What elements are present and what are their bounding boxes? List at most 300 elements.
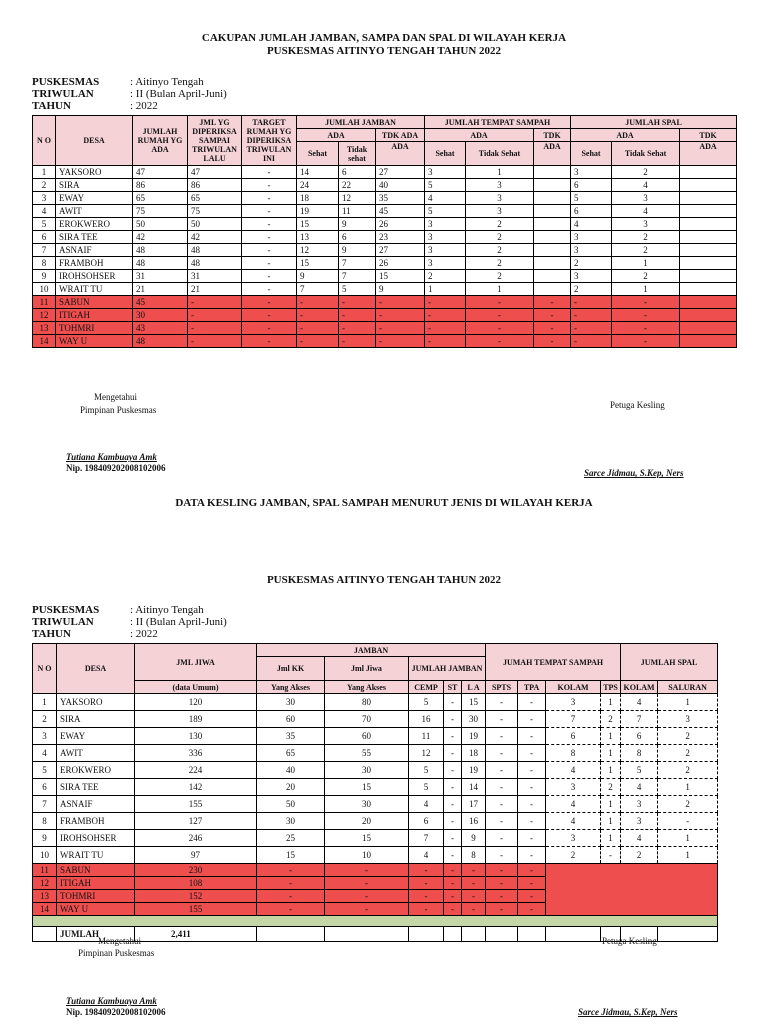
table-row — [33, 694, 718, 711]
table-cell — [534, 179, 571, 192]
table-cell: 155 — [135, 903, 257, 916]
table-cell: 3 — [466, 179, 534, 192]
report2-sign-left1: Mengetahui — [98, 936, 141, 946]
table-cell — [680, 335, 737, 348]
table-cell: 5 — [33, 218, 56, 231]
table-cell: 31 — [133, 270, 188, 283]
table-cell: - — [297, 335, 339, 348]
report2-table-body — [33, 694, 718, 942]
table-cell: 27 — [376, 166, 425, 179]
table-cell: 1 — [601, 813, 621, 830]
table-row — [33, 728, 718, 745]
table-cell: - — [601, 847, 621, 864]
table-cell: - — [462, 877, 486, 890]
report1-table-body — [33, 166, 737, 348]
report1-table — [32, 115, 737, 348]
table-cell: 230 — [135, 864, 257, 877]
table-cell: 2 — [33, 711, 57, 728]
table-cell: - — [242, 335, 297, 348]
table-cell: 13 — [297, 231, 339, 244]
col2-yang-akses2: Yang Akses — [325, 681, 409, 694]
table-cell: 12 — [297, 244, 339, 257]
table-row — [33, 830, 718, 847]
table-cell — [33, 927, 57, 942]
table-cell: 25 — [257, 830, 325, 847]
table-cell: 4 — [546, 762, 601, 779]
table-cell: - — [188, 322, 242, 335]
report1-signer-name: Tutiana Kambuaya Amk — [66, 452, 157, 462]
table-cell: 8 — [621, 745, 658, 762]
table-cell — [444, 927, 462, 942]
table-cell: 1 — [601, 728, 621, 745]
table-cell: 2 — [466, 244, 534, 257]
table-cell: 48 — [133, 257, 188, 270]
table-cell: - — [534, 296, 571, 309]
report2-meta-triwulan: TRIWULAN : II (Bulan April-Juni) — [32, 616, 227, 628]
table-cell: - — [486, 728, 518, 745]
report2-subtitle: PUSKESMAS AITINYO TENGAH TAHUN 2022 — [266, 574, 502, 586]
table-cell: 86 — [133, 179, 188, 192]
table-cell: 11 — [339, 205, 376, 218]
table-cell: - — [242, 257, 297, 270]
table-cell: 19 — [462, 762, 486, 779]
table-cell: - — [325, 890, 409, 903]
table-cell: 7 — [339, 257, 376, 270]
col-jumlah-spal: JUMLAH SPAL — [571, 116, 737, 129]
table-cell: - — [444, 745, 462, 762]
report1-kesling-name: Sarce Jidmau, S.Kep, Ners — [584, 468, 684, 478]
table-cell: 30 — [325, 796, 409, 813]
table-cell: - — [409, 903, 444, 916]
col2-desa: DESA — [57, 644, 135, 694]
table-cell: 4 — [409, 847, 444, 864]
table-cell: WRAIT TU — [56, 283, 133, 296]
report1-meta-tahun: TAHUN : 2022 — [32, 100, 158, 112]
table-cell: 30 — [133, 309, 188, 322]
table-cell: 65 — [133, 192, 188, 205]
table-row — [33, 796, 718, 813]
table-cell — [534, 205, 571, 218]
table-cell: 7 — [33, 796, 57, 813]
table-cell: 18 — [297, 192, 339, 205]
table-cell: 4 — [33, 745, 57, 762]
table-cell — [680, 309, 737, 322]
table-cell: 97 — [135, 847, 257, 864]
table-cell: 11 — [409, 728, 444, 745]
col-sampah-tdk: TDK — [534, 129, 571, 142]
table-cell: SIRA TEE — [56, 231, 133, 244]
table-cell: 7 — [546, 711, 601, 728]
table-cell: - — [518, 745, 546, 762]
table-cell: 26 — [376, 257, 425, 270]
table-cell: - — [444, 711, 462, 728]
table-cell: - — [297, 296, 339, 309]
table-row — [33, 309, 737, 322]
table-cell: - — [297, 322, 339, 335]
table-cell: 3 — [571, 270, 612, 283]
col2-saluran: SALURAN — [658, 681, 718, 694]
table-cell: 50 — [257, 796, 325, 813]
table-cell: 30 — [325, 762, 409, 779]
table-cell: 12 — [339, 192, 376, 205]
table-cell: 4 — [612, 179, 680, 192]
table-cell: 3 — [425, 257, 466, 270]
col-sampah-sehat: Sehat — [425, 142, 466, 166]
table-cell: - — [242, 296, 297, 309]
col2-jml-jiwa2: Jml Jiwa — [325, 657, 409, 681]
table-cell: - — [444, 864, 462, 877]
table-cell: - — [325, 877, 409, 890]
table-cell: 4 — [571, 218, 612, 231]
col-jml-diperiksa: JML YG DIPERIKSA SAMPAI TRIWULAN LALU — [188, 116, 242, 166]
table-cell: - — [376, 322, 425, 335]
table-cell: 1 — [658, 694, 718, 711]
table-cell: - — [658, 813, 718, 830]
table-cell: 2 — [466, 218, 534, 231]
table-cell: - — [486, 890, 518, 903]
table-cell: 5 — [339, 283, 376, 296]
table-cell: - — [242, 270, 297, 283]
table-cell: - — [534, 322, 571, 335]
table-cell: - — [462, 864, 486, 877]
col-jamban-ada: ADA — [297, 129, 376, 142]
col2-jumlah-jamban: JUMLAH JAMBAN — [409, 657, 486, 681]
table-cell: - — [518, 728, 546, 745]
table-cell: 48 — [188, 244, 242, 257]
table-cell: - — [242, 309, 297, 322]
table-cell: - — [242, 283, 297, 296]
table-cell: 3 — [546, 694, 601, 711]
table-cell: - — [571, 322, 612, 335]
table-cell: - — [339, 335, 376, 348]
table-cell: 1 — [601, 830, 621, 847]
table-cell: - — [425, 296, 466, 309]
table-cell: 4 — [546, 813, 601, 830]
table-cell: 120 — [135, 694, 257, 711]
table-row — [33, 231, 737, 244]
table-cell: - — [518, 877, 546, 890]
table-cell: - — [486, 877, 518, 890]
table-cell: - — [444, 813, 462, 830]
table-cell: 9 — [339, 218, 376, 231]
table-cell: 5 — [33, 762, 57, 779]
table-cell: 2 — [612, 244, 680, 257]
table-cell: 1 — [33, 166, 56, 179]
table-cell: 5 — [409, 694, 444, 711]
table-cell: 17 — [462, 796, 486, 813]
table-cell: 6 — [339, 166, 376, 179]
table-cell: 6 — [33, 779, 57, 796]
total-label: JUMLAH — [57, 927, 135, 942]
table-cell: ITIGAH — [56, 309, 133, 322]
table-cell — [680, 283, 737, 296]
table-row — [33, 257, 737, 270]
table-cell — [546, 927, 601, 942]
table-row — [33, 745, 718, 762]
table-cell: 60 — [325, 728, 409, 745]
table-cell: 45 — [133, 296, 188, 309]
report2-title: DATA KESLING JAMBAN, SPAL SAMPAH MENURUT JENIS DI WILAYAH KERJA — [175, 497, 593, 509]
col2-st: ST — [444, 681, 462, 694]
table-cell — [680, 257, 737, 270]
table-cell: 16 — [462, 813, 486, 830]
table-cell: - — [339, 309, 376, 322]
table-cell: - — [339, 322, 376, 335]
table-cell: 55 — [325, 745, 409, 762]
table-cell: - — [425, 335, 466, 348]
table-cell: 10 — [325, 847, 409, 864]
table-cell: 127 — [135, 813, 257, 830]
table-row — [33, 322, 737, 335]
table-row — [33, 179, 737, 192]
table-cell: 2 — [621, 847, 658, 864]
table-cell: - — [518, 813, 546, 830]
table-cell — [680, 166, 737, 179]
table-cell: - — [409, 864, 444, 877]
table-cell: 2 — [658, 728, 718, 745]
table-cell: 6 — [621, 728, 658, 745]
table-cell: WAY U — [57, 903, 135, 916]
table-cell: - — [257, 890, 325, 903]
table-cell: 15 — [462, 694, 486, 711]
table-cell: 48 — [133, 335, 188, 348]
table-cell: 1 — [601, 762, 621, 779]
table-cell: 3 — [612, 218, 680, 231]
table-cell: 35 — [376, 192, 425, 205]
table-cell: 19 — [297, 205, 339, 218]
table-cell: TOHMRI — [57, 890, 135, 903]
table-cell: 2 — [601, 779, 621, 796]
table-row — [33, 244, 737, 257]
table-cell: 26 — [376, 218, 425, 231]
spacer-cell — [33, 916, 718, 927]
table-cell: - — [462, 903, 486, 916]
table-cell: - — [571, 309, 612, 322]
col-jamban-tdk-ada: TDK ADA — [376, 129, 425, 142]
table-cell: 336 — [135, 745, 257, 762]
table-cell: 21 — [133, 283, 188, 296]
table-cell: 35 — [257, 728, 325, 745]
table-cell — [534, 231, 571, 244]
table-cell — [680, 296, 737, 309]
table-cell: - — [486, 813, 518, 830]
report1-sign-left1: Mengetahui — [94, 392, 137, 402]
table-cell: 11 — [33, 296, 56, 309]
table-cell: 19 — [462, 728, 486, 745]
table-cell: 47 — [133, 166, 188, 179]
table-cell: 9 — [462, 830, 486, 847]
table-cell: WRAIT TU — [57, 847, 135, 864]
table-cell: 6 — [571, 205, 612, 218]
table-cell — [534, 257, 571, 270]
col-jamban-tidak-sehat: Tidak sehat — [339, 142, 376, 166]
table-cell: 40 — [376, 179, 425, 192]
table-cell: - — [518, 762, 546, 779]
table-cell: 189 — [135, 711, 257, 728]
table-row — [33, 335, 737, 348]
table-cell: 9 — [297, 270, 339, 283]
table-cell: - — [518, 890, 546, 903]
table-cell: 1 — [33, 694, 57, 711]
table-cell: - — [444, 877, 462, 890]
table-row — [33, 711, 718, 728]
table-cell: 5 — [425, 179, 466, 192]
table-cell — [534, 192, 571, 205]
table-cell: - — [486, 762, 518, 779]
table-cell: SIRA TEE — [57, 779, 135, 796]
table-cell: 5 — [621, 762, 658, 779]
table-cell: - — [571, 335, 612, 348]
table-cell: - — [339, 296, 376, 309]
col-jamban-sehat: Sehat — [297, 142, 339, 166]
table-cell: 10 — [33, 283, 56, 296]
table-cell: - — [571, 296, 612, 309]
col2-spts: SPTS — [486, 681, 518, 694]
table-cell: - — [612, 296, 680, 309]
table-cell: SABUN — [57, 864, 135, 877]
col-spal-tidak-sehat: Tidak Sehat — [612, 142, 680, 166]
table-cell: 12 — [33, 877, 57, 890]
table-cell: - — [466, 322, 534, 335]
table-cell: 5 — [409, 762, 444, 779]
table-cell: 1 — [601, 796, 621, 813]
table-cell: - — [325, 864, 409, 877]
spacer-row — [33, 916, 718, 927]
table-cell: 3 — [571, 166, 612, 179]
table-cell — [680, 270, 737, 283]
table-cell: 7 — [33, 244, 56, 257]
table-cell: - — [444, 890, 462, 903]
table-cell: 31 — [188, 270, 242, 283]
table-cell — [257, 927, 325, 942]
table-cell: FRAMBOH — [57, 813, 135, 830]
table-cell: 14 — [33, 903, 57, 916]
table-cell: 15 — [325, 779, 409, 796]
table-cell: 2 — [466, 270, 534, 283]
table-row — [33, 270, 737, 283]
table-cell: 27 — [376, 244, 425, 257]
table-cell: - — [466, 296, 534, 309]
table-row — [33, 296, 737, 309]
table-cell: - — [462, 890, 486, 903]
table-cell: - — [257, 864, 325, 877]
report2-signer-name: Tutiana Kambuaya Amk — [66, 996, 157, 1006]
table-cell: - — [518, 796, 546, 813]
table-cell: SIRA — [56, 179, 133, 192]
table-cell: 9 — [33, 830, 57, 847]
table-cell: 152 — [135, 890, 257, 903]
table-cell: - — [534, 335, 571, 348]
col-jumlah-sampah: JUMLAH TEMPAT SAMPAH — [425, 116, 571, 129]
col2-tpa: TPA — [518, 681, 546, 694]
table-cell: - — [444, 903, 462, 916]
table-cell: 4 — [612, 205, 680, 218]
table-cell: 3 — [612, 192, 680, 205]
col2-spal: JUMLAH SPAL — [621, 644, 718, 681]
table-cell: - — [188, 296, 242, 309]
col2-jml-jiwa: JML JIWA — [135, 644, 257, 681]
table-cell: - — [242, 205, 297, 218]
table-cell: 75 — [188, 205, 242, 218]
table-cell: - — [188, 309, 242, 322]
table-cell: 47 — [188, 166, 242, 179]
table-cell: 13 — [33, 890, 57, 903]
table-row — [33, 779, 718, 796]
table-cell: 60 — [257, 711, 325, 728]
table-cell — [325, 927, 409, 942]
table-cell: 2 — [33, 179, 56, 192]
table-cell: - — [444, 762, 462, 779]
table-cell: 1 — [466, 166, 534, 179]
table-cell: - — [486, 745, 518, 762]
table-cell: 9 — [33, 270, 56, 283]
table-row — [33, 283, 737, 296]
table-cell: - — [409, 877, 444, 890]
report2-signer-nip: Nip. 198409202008102006 — [66, 1007, 166, 1017]
table-cell: 108 — [135, 877, 257, 890]
table-cell: 1 — [601, 694, 621, 711]
table-cell: 142 — [135, 779, 257, 796]
table-cell: 2 — [546, 847, 601, 864]
table-cell: 7 — [339, 270, 376, 283]
table-cell: - — [242, 218, 297, 231]
table-cell: 246 — [135, 830, 257, 847]
table-cell: 16 — [409, 711, 444, 728]
table-cell: ITIGAH — [57, 877, 135, 890]
table-cell: ASNAIF — [57, 796, 135, 813]
table-cell: AWIT — [56, 205, 133, 218]
table-cell: 23 — [376, 231, 425, 244]
table-row — [33, 813, 718, 830]
col2-jml-kk: Jml KK — [257, 657, 325, 681]
table-cell: 2 — [425, 270, 466, 283]
table-cell: 3 — [466, 205, 534, 218]
report1-sign-right1: Petuga Kesling — [610, 400, 665, 410]
table-cell: - — [425, 309, 466, 322]
table-cell: - — [376, 309, 425, 322]
table-cell: 3 — [571, 244, 612, 257]
table-cell: 6 — [339, 231, 376, 244]
table-cell: 8 — [33, 813, 57, 830]
table-cell: 80 — [325, 694, 409, 711]
table-cell — [534, 283, 571, 296]
col-target: TARGET RUMAH YG DIPERIKSA TRIWULAN INI — [242, 116, 297, 166]
table-cell: 4 — [425, 192, 466, 205]
table-cell: 4 — [409, 796, 444, 813]
table-cell: 3 — [425, 218, 466, 231]
table-cell — [534, 166, 571, 179]
table-cell: - — [242, 244, 297, 257]
table-cell — [680, 179, 737, 192]
table-cell: 6 — [546, 728, 601, 745]
table-cell: 9 — [339, 244, 376, 257]
table-cell: 22 — [339, 179, 376, 192]
table-cell: ASNAIF — [56, 244, 133, 257]
table-cell: 11 — [33, 864, 57, 877]
table-cell: - — [612, 335, 680, 348]
table-cell: 30 — [257, 813, 325, 830]
table-cell: - — [297, 309, 339, 322]
table-cell: 13 — [33, 322, 56, 335]
table-cell: - — [518, 864, 546, 877]
table-cell: - — [444, 728, 462, 745]
col2-cemp: CEMP — [409, 681, 444, 694]
table-cell: 1 — [466, 283, 534, 296]
table-cell: 12 — [33, 309, 56, 322]
table-cell: 2 — [658, 762, 718, 779]
col2-no: N O — [33, 644, 57, 694]
report2-sign-right1: Petuga Kesling — [602, 936, 657, 946]
